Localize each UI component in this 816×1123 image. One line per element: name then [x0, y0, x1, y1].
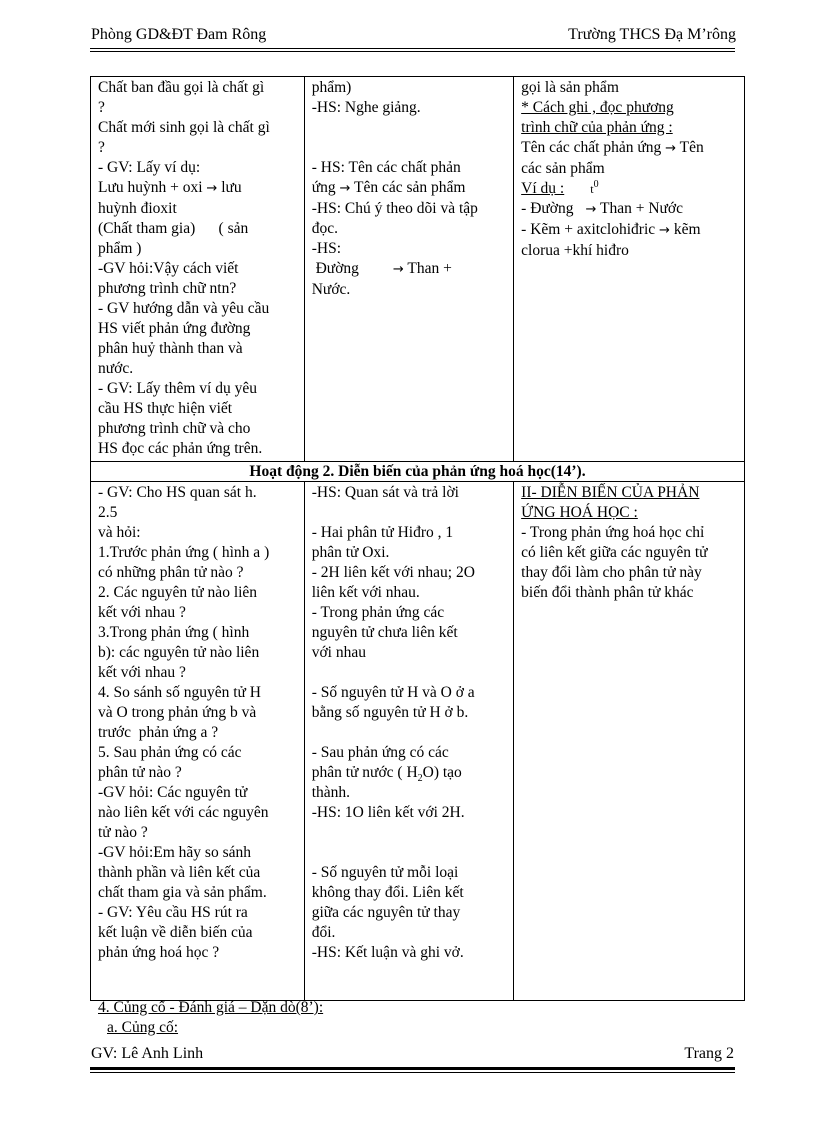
text-line: 2. Các nguyên tử nào liên [98, 584, 258, 601]
text-line: phương trình chữ ntn? [98, 280, 237, 297]
notes-cell [514, 77, 745, 462]
subheading-line: trình chữ của phản ứng : [521, 119, 673, 136]
text-line: Tên các chất phản ứng → Tên [521, 139, 704, 156]
text-line: - Số nguyên tử mỗi loại [311, 864, 459, 881]
text-line: 3.Trong phản ứng ( hình [98, 624, 250, 641]
text-line: có những phân tử nào ? [98, 564, 244, 581]
text-line: -HS: [311, 240, 342, 257]
section-heading: ỨNG HOÁ HỌC : [521, 504, 638, 521]
notes-cell [514, 482, 745, 1001]
table-row [91, 462, 745, 482]
text-line: -GV hỏi:Vậy cách viết [98, 260, 239, 277]
text-line: có liên kết giữa các nguyên tử [521, 544, 708, 561]
text-line: HS viết phản ứng đường [98, 320, 251, 337]
table-row [91, 77, 745, 462]
text-line: - GV: Cho HS quan sát h. [98, 484, 257, 501]
right-arrow-icon: → [665, 141, 677, 156]
text-line: 5. Sau phản ứng có các [98, 744, 242, 761]
example-product: lưu [221, 179, 242, 196]
text-line: Nước. [311, 281, 351, 298]
text-line: giữa các nguyên tử thay [311, 904, 461, 921]
text-line: ? [98, 139, 105, 156]
text-line: -HS: 1O liên kết với 2H. [311, 804, 465, 821]
text-line: - HS: Tên các chất phản [311, 159, 461, 176]
text-line: - Đường → Than + Nước [521, 200, 684, 217]
text-line: gọi là sản phẩm [521, 79, 619, 96]
text-line: đổi. [311, 924, 336, 941]
example-reactants: Lưu huỳnh + oxi [98, 179, 203, 196]
text-line: ? [98, 99, 105, 116]
text-line: kết với nhau ? [98, 604, 186, 621]
text-line: (Chất tham gia) ( sản [98, 220, 249, 237]
text-line: các sản phẩm [521, 160, 605, 177]
text-line: - Trong phản ứng các [311, 604, 445, 621]
text-line: nào liên kết với các nguyên [98, 804, 269, 821]
student-activity-cell [304, 77, 513, 462]
text-line: và O trong phản ứng b và [98, 704, 257, 721]
text-line: và hỏi: [98, 524, 141, 541]
text-line: trước phản ứng a ? [98, 724, 219, 741]
header-school-office: Phòng GD&ĐT Đam Rông [91, 26, 267, 43]
header-rule-top [90, 48, 735, 49]
text-line: thành phần và liên kết của [98, 864, 261, 881]
text-line: huỳnh đioxit [98, 200, 177, 217]
text-line: -HS: Chú ý theo dõi và tập [311, 200, 478, 217]
text-line: Chất ban đầu gọi là chất gì [98, 79, 265, 96]
text-line: Chất mới sinh gọi là chất gì [98, 119, 270, 136]
text-line: - GV: Yêu cầu HS rút ra [98, 904, 248, 921]
text-line: 4. So sánh số nguyên tử H [98, 684, 261, 701]
lesson-table [90, 76, 745, 1001]
text-line: - Số nguyên tử H và O ở a [311, 684, 475, 701]
text-line: thành. [311, 784, 351, 801]
text-line: cầu HS thực hiện viết [98, 400, 233, 417]
text-line: bằng số nguyên tử H ở b. [311, 704, 469, 721]
text-line: 2.5 [98, 504, 118, 521]
right-arrow-icon: → [339, 181, 351, 196]
text-line: phân tử nào ? [98, 764, 182, 781]
right-arrow-icon: → [392, 262, 404, 277]
text-line: đọc. [311, 220, 338, 237]
footer-teacher: GV: Lê Anh Linh [91, 1045, 204, 1062]
text-line: liên kết với nhau. [311, 584, 420, 601]
right-arrow-icon: → [585, 202, 597, 217]
text-line: - GV hướng dẫn và yêu cầu [98, 300, 270, 317]
text-line: -HS: Quan sát và trả lời [311, 484, 459, 501]
footer-rule-bottom [90, 1072, 735, 1073]
subsection-a: a. Củng cố: [107, 1019, 179, 1036]
text-line: -HS: Nghe giảng. [311, 99, 421, 116]
text-line: biến đổi thành phân tử khác [521, 584, 694, 601]
header-school-name: Trường THCS Đạ M’rông [568, 26, 736, 43]
right-arrow-icon: → [206, 181, 218, 196]
text-line: với nhau [311, 644, 366, 661]
section-title: Hoạt động 2. Diễn biến của phản ứng hoá học(14’). [91, 462, 745, 482]
footer-rule-top [90, 1067, 735, 1070]
text-line: - GV: Lấy thêm ví dụ yêu [98, 380, 257, 397]
text-line: Đường → Than + [315, 260, 452, 277]
text-line: phương trình chữ và cho [98, 420, 251, 437]
text-line: -GV hỏi: Các nguyên tử [98, 784, 248, 801]
text-line: b): các nguyên tử nào liên [98, 644, 260, 661]
section-heading: II- DIỄN BIẾN CỦA PHẢN [521, 484, 700, 501]
text-line: kết luận về diễn biến của [98, 924, 253, 941]
text-line: clorua +khí hiđro [521, 242, 629, 259]
header-rule-bottom [90, 51, 735, 52]
text-line: nước. [98, 360, 134, 377]
text-line: kết với nhau ? [98, 664, 186, 681]
text-line: -HS: Kết luận và ghi vở. [311, 944, 464, 961]
right-arrow-icon: → [659, 223, 670, 238]
example-line [98, 178, 298, 199]
table-row [91, 482, 745, 1001]
text-line: - GV: Lấy ví dụ: [98, 159, 201, 176]
text-line: phẩm) [311, 79, 352, 96]
teacher-activity-cell [91, 77, 305, 462]
section-heading-4: 4. Củng cố - Đánh giá – Dặn dò(8’): [98, 999, 324, 1016]
text-line: - Hai phân tử Hiđro , 1 [311, 524, 454, 541]
text-line: - Sau phản ứng có các [311, 744, 449, 761]
text-line: tử nào ? [98, 824, 148, 841]
text-line: - 2H liên kết với nhau; 2O [311, 564, 475, 581]
text-line: - Kẽm + axitclohiđric → kẽm [521, 221, 701, 238]
text-line: phân tử Oxi. [311, 544, 390, 561]
footer-page-number: Trang 2 [684, 1045, 734, 1062]
text-line: ứng → Tên các sản phẩm [311, 179, 466, 196]
text-line: nguyên tử chưa liên kết [311, 624, 458, 641]
teacher-activity-cell [91, 482, 305, 1001]
text-line: không thay đổi. Liên kết [311, 884, 464, 901]
text-line: chất tham gia và sản phẩm. [98, 884, 267, 901]
text-line: phản ứng hoá học ? [98, 944, 220, 961]
text-line: 1.Trước phản ứng ( hình a ) [98, 544, 270, 561]
text-line: phân tử nước ( $H_2O$) tạo [311, 764, 462, 785]
text-line: phẩm ) [98, 240, 142, 257]
text-line: thay đổi làm cho phân tử này [521, 564, 702, 581]
student-activity-cell [304, 482, 513, 1001]
text-line: - Trong phản ứng hoá học chỉ [521, 524, 705, 541]
text-line: -GV hỏi:Em hãy so sánh [98, 844, 251, 861]
example-label-line: Ví dụ : $t^0$ [521, 178, 599, 197]
subheading-line: * Cách ghi , đọc phương [521, 99, 674, 116]
text-line: HS đọc các phản ứng trên. [98, 440, 263, 457]
text-line: phân huỷ thành than và [98, 340, 243, 357]
